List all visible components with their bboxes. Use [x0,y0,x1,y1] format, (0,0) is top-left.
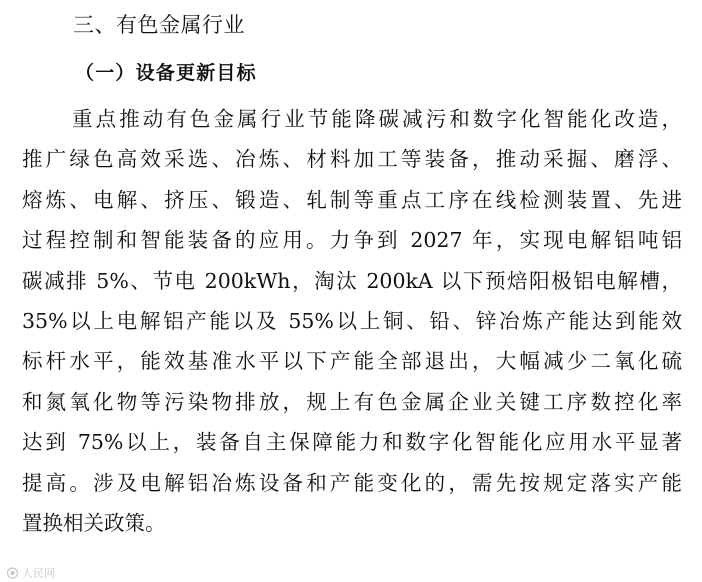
paragraph-line: 提高。涉及电解铝冶炼设备和产能变化的，需先按规定落实产能 [22,470,682,495]
paragraph-line: 置换相关政策。 [22,510,166,535]
paragraph-line: 达到 75%以上，装备自主保障能力和数字化智能化应用水平显著 [22,430,682,455]
paragraph-line: 重点推动有色金属行业节能降碳减污和数字化智能化改造， [72,107,682,131]
paragraph-line: 熔炼、电解、挤压、锻造、轧制等重点工序在线检测装置、先进 [22,187,682,212]
section-heading: 三、有色金属行业 [73,13,245,37]
body-paragraph [22,99,682,543]
watermark [6,565,55,581]
paragraph-line: 碳减排 5%、节电 200kWh，淘汰 200kA 以下预焙阳极铝电解槽， [22,268,682,293]
camera-lens-icon [6,567,19,579]
paragraph-line: 标杆水平，能效基准水平以下产能全部退出，大幅减少二氧化硫 [22,349,682,374]
watermark-text: 人民网 [22,567,55,580]
paragraph-line: 35%以上电解铝产能以及 55%以上铜、铅、锌冶炼产能达到能效 [22,308,682,333]
section-subheading: （一）设备更新目标 [75,62,257,84]
paragraph-line: 过程控制和智能装备的应用。力争到 2027 年，实现电解铝吨铝 [22,228,682,253]
paragraph-line: 推广绿色高效采选、冶炼、材料加工等装备，推动采掘、磨浮、 [22,147,682,172]
paragraph-line: 和氮氧化物等污染物排放，规上有色金属企业关键工序数控化率 [22,389,682,414]
